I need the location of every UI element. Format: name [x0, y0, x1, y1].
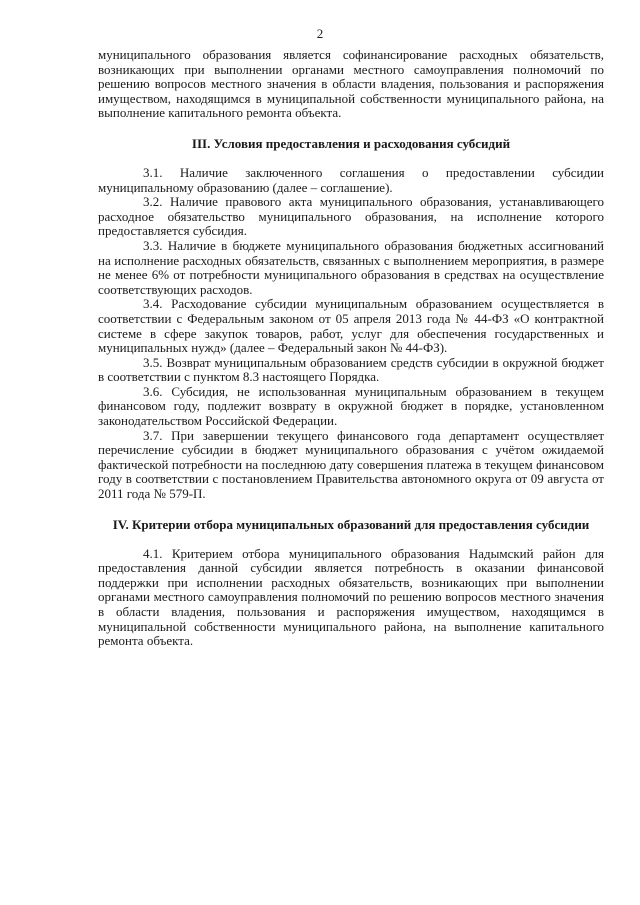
clause-3-4: 3.4. Расходование субсидии муниципальным образованием осуществляется в соответствии с Федеральным законом от 05 апреля 2013 года № 44-ФЗ «О контрактной системе в сфере закупок товаров, работ, услуг для обеспечения государственных и муниципальных нужд» (далее – Федеральный закон № 44-ФЗ). [98, 296, 604, 356]
page-number: 2 [316, 26, 324, 41]
document-body [98, 48, 604, 649]
clause-3-2: 3.2. Наличие правового акта муниципального образования, устанавливающего расходное обязательство муниципального образования, на исполнение которого предоставляется субсидия. [98, 194, 604, 239]
clause-3-7: 3.7. При завершении текущего финансового года департамент осуществляет перечисление субсидии в бюджет муниципального образования с учётом ожидаемой фактической потребности на последнюю дату совершения платежа в текущем финансовом году в соответствии с постановлением Правительства автономного округа от 09 августа от 2011 года № 579-П. [98, 427, 604, 502]
clause-3-3: 3.3. Наличие в бюджете муниципального образования бюджетных ассигнований на исполнение расходных обязательств, связанных с выполнением мероприятия, в размере не менее 6% от потребности муниципального образования в средствах на осуществление соответствующих расходов. [98, 237, 604, 297]
section-4-title: IV. Критерии отбора муниципальных образований для предоставления субсидии [112, 516, 590, 532]
clause-3-5: 3.5. Возврат муниципальным образованием средств субсидии в окружной бюджет в соответствии с пунктом 8.3 настоящего Порядка. [98, 354, 604, 385]
clause-3-1: 3.1. Наличие заключенного соглашения о предоставлении субсидии муниципальному образованию (далее – соглашение). [98, 164, 604, 195]
clause-3-6: 3.6. Субсидия, не использованная муниципальным образованием в текущем финансовом году, подлежит возврату в окружной бюджет в порядке, установленном законодательством Российской Федерации. [98, 383, 604, 429]
intro-paragraph: муниципального образования является софинансирование расходных обязательств, возникающих при выполнении органами местного самоуправления полномочий по решению вопросов местного значения в области владения, пользования и распоряжения имуществом, находящимся в муниципальной собственности муниципального района, на выполнение капитального ремонта объекта. [98, 47, 604, 121]
clause-4-1: 4.1. Критерием отбора муниципального образования Надымский район для предоставления данной субсидии является потребность в оказании финансовой поддержки при исполнении расходных обязательств, возникающих при выполнении органами местного самоуправления полномочий по решению вопросов местного значения в области владения, пользования и распоряжения имуществом, находящимся в муниципальной собственности муниципального района, на выполнение капитального ремонта объекта. [98, 545, 604, 649]
section-3-title: III. Условия предоставления и расходования субсидий [191, 135, 511, 151]
